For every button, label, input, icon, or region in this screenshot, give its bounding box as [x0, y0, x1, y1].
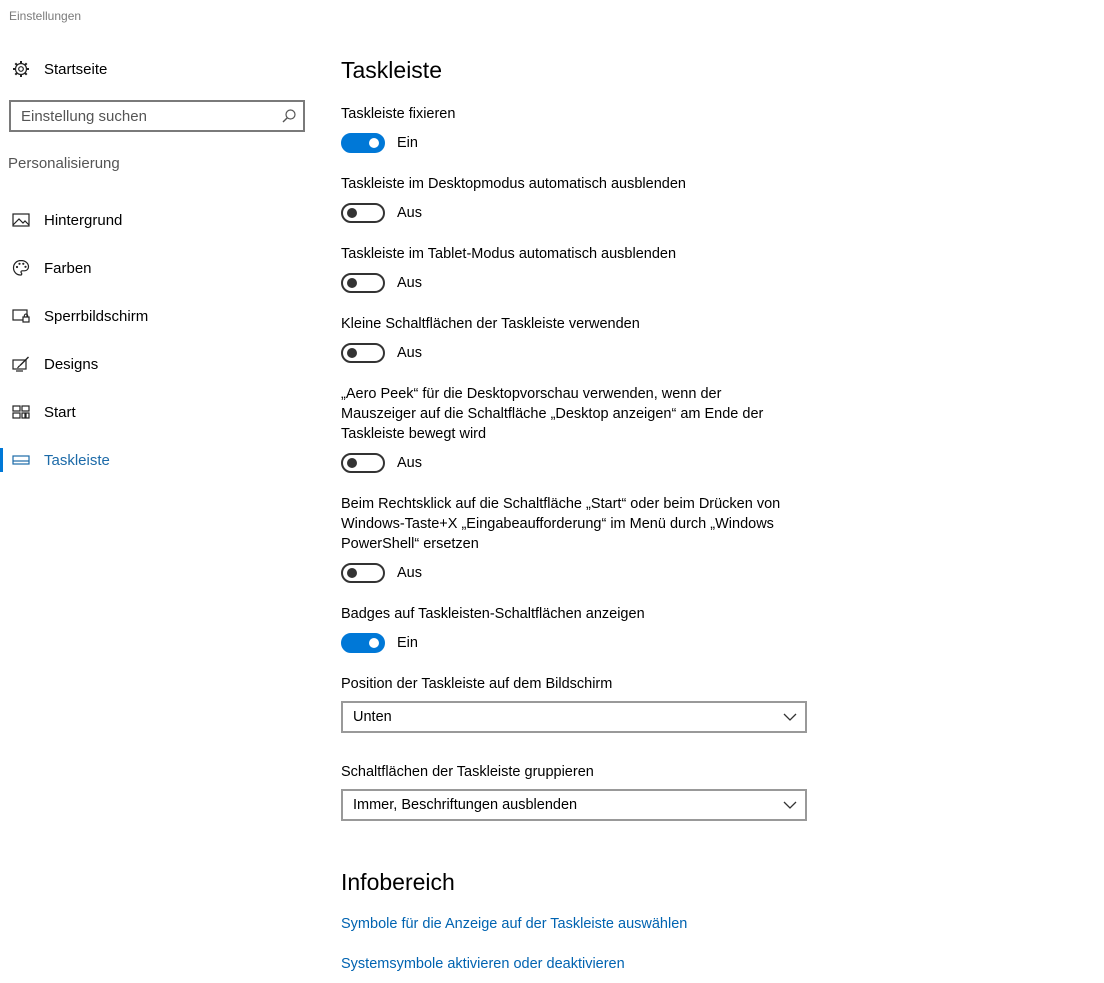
- lock-screen-icon: [12, 307, 30, 325]
- setting-label-badges-anzeigen: Badges auf Taskleisten-Schaltflächen anzeigen: [341, 606, 645, 622]
- toggle-taskleiste-fixieren[interactable]: [341, 133, 385, 153]
- grouping-dropdown[interactable]: [341, 789, 807, 821]
- sidebar-item-designs[interactable]: [0, 340, 320, 388]
- toggle-state-label: Aus: [397, 205, 422, 221]
- search-box: [9, 100, 305, 132]
- chevron-down-icon: [783, 710, 797, 724]
- gear-icon: [12, 60, 30, 78]
- sidebar-item-label: Hintergrund: [44, 211, 123, 229]
- palette-icon: [12, 259, 30, 277]
- position-label: Position der Taskleiste auf dem Bildschirm: [341, 676, 613, 692]
- toggle-desktopmodus-ausblenden[interactable]: [341, 203, 385, 223]
- setting-label-tablet-modus-ausblenden: Taskleiste im Tablet-Modus automatisch ausblenden: [341, 246, 677, 262]
- sidebar-item-label: Designs: [44, 355, 99, 373]
- setting-toggle-row: [341, 633, 418, 653]
- sidebar-item-taskleiste[interactable]: [0, 436, 320, 484]
- setting-toggle-row: [341, 453, 422, 473]
- toggle-state-label: Aus: [397, 455, 422, 471]
- grouping-label: Schaltflächen der Taskleiste gruppieren: [341, 764, 594, 780]
- link-symbole-auswaehlen[interactable]: Symbole für die Anzeige auf der Taskleiste auswählen: [341, 916, 688, 932]
- position-dropdown-value: Unten: [353, 709, 392, 725]
- setting-label-aero-peek: „Aero Peek“ für die Desktopvorschau verwenden, wenn der Mauszeiger auf die Schaltfläche „Desktop anzeigen“ am Ende der Taskleiste bewegt wird: [341, 386, 764, 442]
- toggle-knob: [347, 458, 357, 468]
- sidebar-item-farben[interactable]: [0, 244, 320, 292]
- toggle-aero-peek[interactable]: [341, 453, 385, 473]
- start-tiles-icon: [12, 403, 30, 421]
- sidebar: [0, 0, 320, 983]
- toggle-knob: [369, 638, 379, 648]
- setting-toggle-row: [341, 273, 422, 293]
- setting-toggle-row: [341, 203, 422, 223]
- infobereich-title: Infobereich: [341, 869, 455, 895]
- active-indicator: [0, 448, 3, 472]
- toggle-state-label: Ein: [397, 635, 418, 651]
- sidebar-item-label: Taskleiste: [44, 451, 110, 469]
- taskbar-icon: [12, 451, 30, 469]
- toggle-knob: [369, 138, 379, 148]
- nav-list: [0, 196, 320, 484]
- toggle-state-label: Ein: [397, 135, 418, 151]
- section-header-personalisierung: Personalisierung: [8, 155, 120, 172]
- toggle-state-label: Aus: [397, 345, 422, 361]
- toggle-kleine-schaltflaechen[interactable]: [341, 343, 385, 363]
- setting-toggle-row: [341, 133, 418, 153]
- toggle-knob: [347, 208, 357, 218]
- setting-toggle-row: [341, 563, 422, 583]
- brush-icon: [12, 355, 30, 373]
- setting-toggle-row: [341, 343, 422, 363]
- sidebar-item-label: Start: [44, 403, 76, 421]
- toggle-powershell-ersetzen[interactable]: [341, 563, 385, 583]
- home-link[interactable]: [12, 57, 107, 81]
- link-systemsymbole[interactable]: Systemsymbole aktivieren oder deaktivieren: [341, 956, 625, 972]
- toggle-state-label: Aus: [397, 275, 422, 291]
- position-dropdown[interactable]: [341, 701, 807, 733]
- setting-label-taskleiste-fixieren: Taskleiste fixieren: [341, 106, 456, 122]
- page-title: Taskleiste: [341, 57, 442, 83]
- search-icon[interactable]: [281, 108, 297, 124]
- toggle-tablet-modus-ausblenden[interactable]: [341, 273, 385, 293]
- toggle-knob: [347, 568, 357, 578]
- chevron-down-icon: [783, 798, 797, 812]
- grouping-dropdown-value: Immer, Beschriftungen ausblenden: [353, 797, 578, 813]
- sidebar-item-label: Sperrbildschirm: [44, 307, 149, 325]
- toggle-knob: [347, 348, 357, 358]
- sidebar-item-label: Farben: [44, 259, 92, 277]
- toggle-knob: [347, 278, 357, 288]
- toggle-badges-anzeigen[interactable]: [341, 633, 385, 653]
- toggle-state-label: Aus: [397, 565, 422, 581]
- setting-label-desktopmodus-ausblenden: Taskleiste im Desktopmodus automatisch ausblenden: [341, 176, 686, 192]
- setting-label-kleine-schaltflaechen: Kleine Schaltflächen der Taskleiste verwenden: [341, 316, 640, 332]
- sidebar-item-hintergrund[interactable]: [0, 196, 320, 244]
- window-title: Einstellungen: [9, 9, 82, 23]
- sidebar-item-start[interactable]: [0, 388, 320, 436]
- search-input[interactable]: [11, 103, 281, 129]
- setting-label-powershell-ersetzen: Beim Rechtsklick auf die Schaltfläche „Start“ oder beim Drücken von Windows-Taste+X „Eingabeaufforderung“ im Menü durch „Windows PowerShell“ ersetzen: [341, 496, 781, 552]
- home-label: Startseite: [44, 60, 108, 78]
- sidebar-item-sperrbildschirm[interactable]: [0, 292, 320, 340]
- picture-icon: [12, 211, 30, 229]
